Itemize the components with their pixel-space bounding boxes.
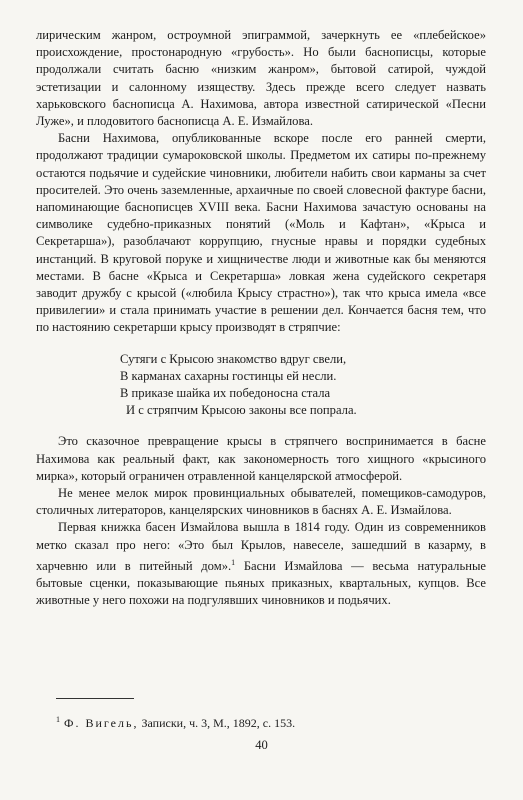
paragraph-izmailov-part2: Басни Измайлова — весьма натуральные бытовые сценки, показывающие пьяных приказных, квартальных, купцов. Все животные у него похожи на подгулявших чиновников и подьячих. [36,559,486,608]
paragraph-continuation: лирическим жанром, остроумной эпиграммой, зачеркнуть ее «плебейское» происхождение, простонародную «грубость». Но были баснописцы, которые продолжали считать басню «низким жанром», бытовой сатирой, чуждой эстетизации и салонному изяществу. Здесь прежде всего следует назвать харьковского баснописца А. Нахимова, автора известной сатирической «Песни Луже», и плодовитого баснописца А. Е. Измайлова. [36,28,486,129]
verse-line: Сутяги с Крысою знакомство вдруг свели, [120,351,347,366]
verse-line: В карманах сахарны гостинцы ей несли. [120,368,337,383]
footnote [56,712,476,731]
paragraph-izmailov [36,519,486,609]
footnote-marker: 1 [56,715,60,724]
footnote-reference: 1 [231,557,236,567]
footnote-divider [56,698,134,699]
paragraph-izmailov-part1: Первая книжка басен Измайлова вышла в 1814 году. Один из современников метко сказал про него: «Это был Крылов, навеселе, зашедший в казарму, в харчевню или в питейный дом». [36,520,486,574]
footnote-author: Ф. Вигель, [64,716,139,730]
verse-line: И с стряпчим Крысою законы все попрала. [126,403,357,418]
paragraph-provincial: Не менее мелок мирок провинциальных обывателей, помещиков-самодуров, столичных литераторов, канцелярских чиновников в баснях А. Е. Измайлова. [36,486,486,518]
footnote-text: Записки, ч. 3, М., 1892, с. 153. [141,716,296,730]
page-number: 40 [255,738,268,752]
main-text [36,27,486,610]
verse-quote [120,351,486,420]
paragraph-transformation: Это сказочное превращение крысы в стряпчего воспринимается в басне Нахимова как реальный факт, как закономерность того хищного «крысиного мирка», который ограничен отравленной канцелярской атмосферой. [36,434,486,483]
verse-line: В приказе шайка их победоносна стала [120,386,331,401]
paragraph-nakhimov-fables: Басни Нахимова, опубликованные вскоре после его ранней смерти, продолжают традиции сумароковской школы. Предметом их сатиры по-прежнему остаются подьячие и судейские чиновники, любители набить свои карманы за счет просителей. Это очень заземленные, архаичные по своей словесной фактуре басни, напоминающие баснописцев XVIII века. Басни Нахимова зачастую основаны на символике судебно-приказных понятий («Моль и Кафтан», «Крыса и Секретарша»), разоблачают коррупцию, гнусные нравы и порядки судебных инстанций. В круговой поруке и хищничестве люди и животные как бы меняются местами. В басне «Крыса и Секретарша» ловкая жена судейского секретаря заводит дружбу с крысой («любила Крысу страстно»), так что крыса имела «все привилегии» и стала принимать участие в решении дел. Кончается басня тем, что по настоянию секретарши крысу производят в стряпчие: [36,131,486,335]
